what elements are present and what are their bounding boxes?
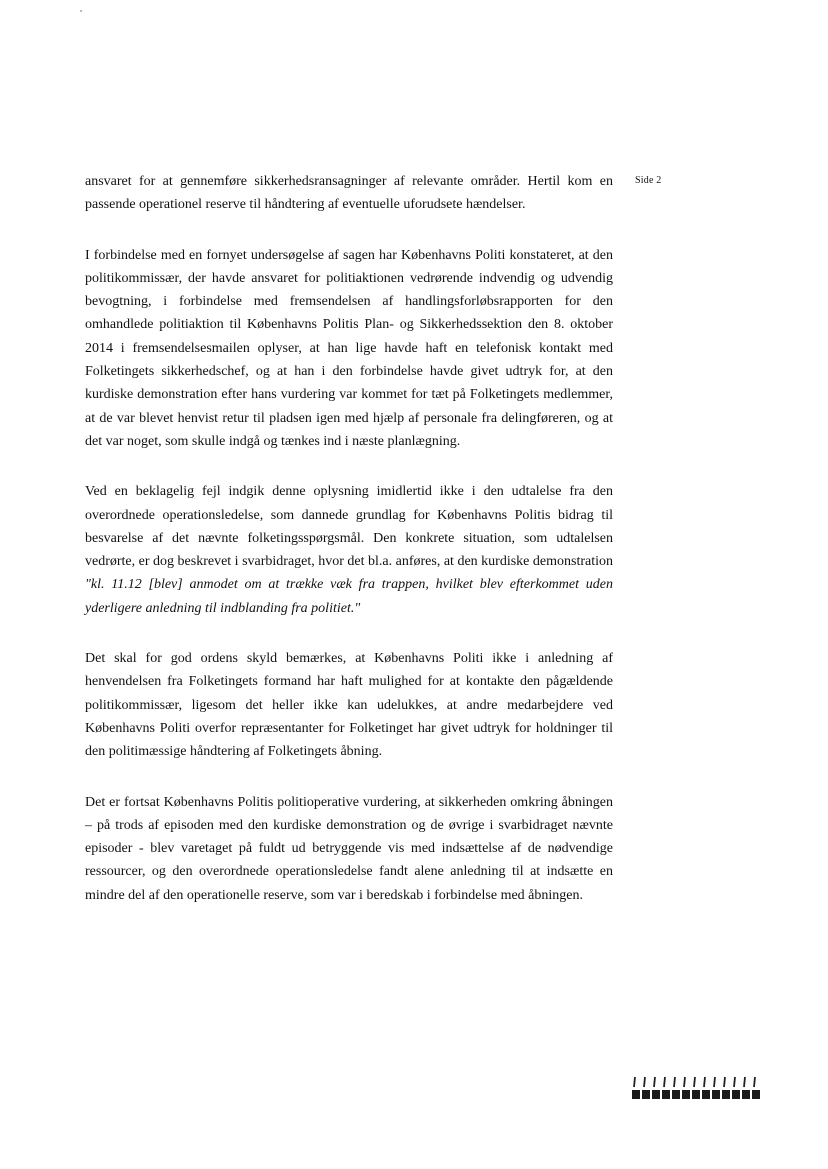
barcode-bottom-row: [632, 1090, 760, 1099]
paragraph-3-text: Ved en beklagelig fejl indgik denne oplysning imidlertid ikke i den udtalelse fra den overordnede operationsledelse, som dannede grundlag for Københavns Politis bidrag til besvarelse af det nævnte folketingsspørgsmål. Den konkrete situation, som udtalelsen vedrørte, er dog beskrevet i svarbidraget, hvor det bl.a. anføres, at den kurdiske demonstration: [85, 484, 613, 570]
barcode-stamp: [632, 1076, 764, 1100]
paragraph-3: [85, 480, 613, 620]
paragraph-3-quote: "kl. 11.12 [blev] anmodet om at trække væk fra trappen, hvilket blev efterkommet uden yderligere anledning til indblanding fra politiet.": [85, 577, 613, 616]
page-number-label: Side 2: [635, 175, 662, 186]
barcode-top-row: [634, 1077, 755, 1087]
scan-speck: [80, 10, 82, 12]
paragraph-1: ansvaret for at gennemføre sikkerhedsransagninger af relevante områder. Hertil kom en passende operationel reserve til håndtering af eventuelle uforudsete hændelser.: [85, 174, 613, 213]
paragraph-5: Det er fortsat Københavns Politis politioperative vurdering, at sikkerheden omkring åbningen – på trods af episoden med den kurdiske demonstration og de øvrige i svarbidraget nævnte episoder - blev varetaget på fuldt ud betryggende vis med indsættelse af de nødvendige ressourcer, og den overordnede operationsledelse fandt alene anledning til at indsætte en mindre del af den operationelle reserve, som var i beredskab i forbindelse med åbningen.: [85, 794, 613, 903]
paragraph-4: Det skal for god ordens skyld bemærkes, at Københavns Politi ikke i anledning af henvendelsen fra Folketingets formand har haft mulighed for at kontakte den pågældende politikommissær, ligesom det heller ikke kan udelukkes, at andre medarbejdere ved Københavns Politi overfor repræsentanter for Folketinget har givet udtryk for holdninger til den politimæssige håndtering af Folketingets åbning.: [85, 651, 613, 760]
paragraph-2: I forbindelse med en fornyet undersøgelse af sagen har Københavns Politi konstateret, at den politikommissær, der havde ansvaret for politiaktionen vedrørende indvendig og udvendig bevogtning, i forbindelse med fremsendelsen af handlingsforløbsrapporten for den omhandlede politiaktion til Københavns Politis Plan- og Sikkerhedssektion den 8. oktober 2014 i fremsendelsesmailen oplyser, at han lige havde haft en telefonisk kontakt med Folketingets sikkerhedschef, og at han i den forbindelse havde givet udtryk for, at den kurdiske demonstration efter hans vurdering var kommet for tæt på Folketingets medlemmer, at de var blevet henvist retur til pladsen igen med hjælp af personale fra delingføreren, og at det var noget, som skulle indgå og tænkes ind i næste planlægning.: [85, 247, 613, 449]
document-body: [85, 170, 613, 907]
